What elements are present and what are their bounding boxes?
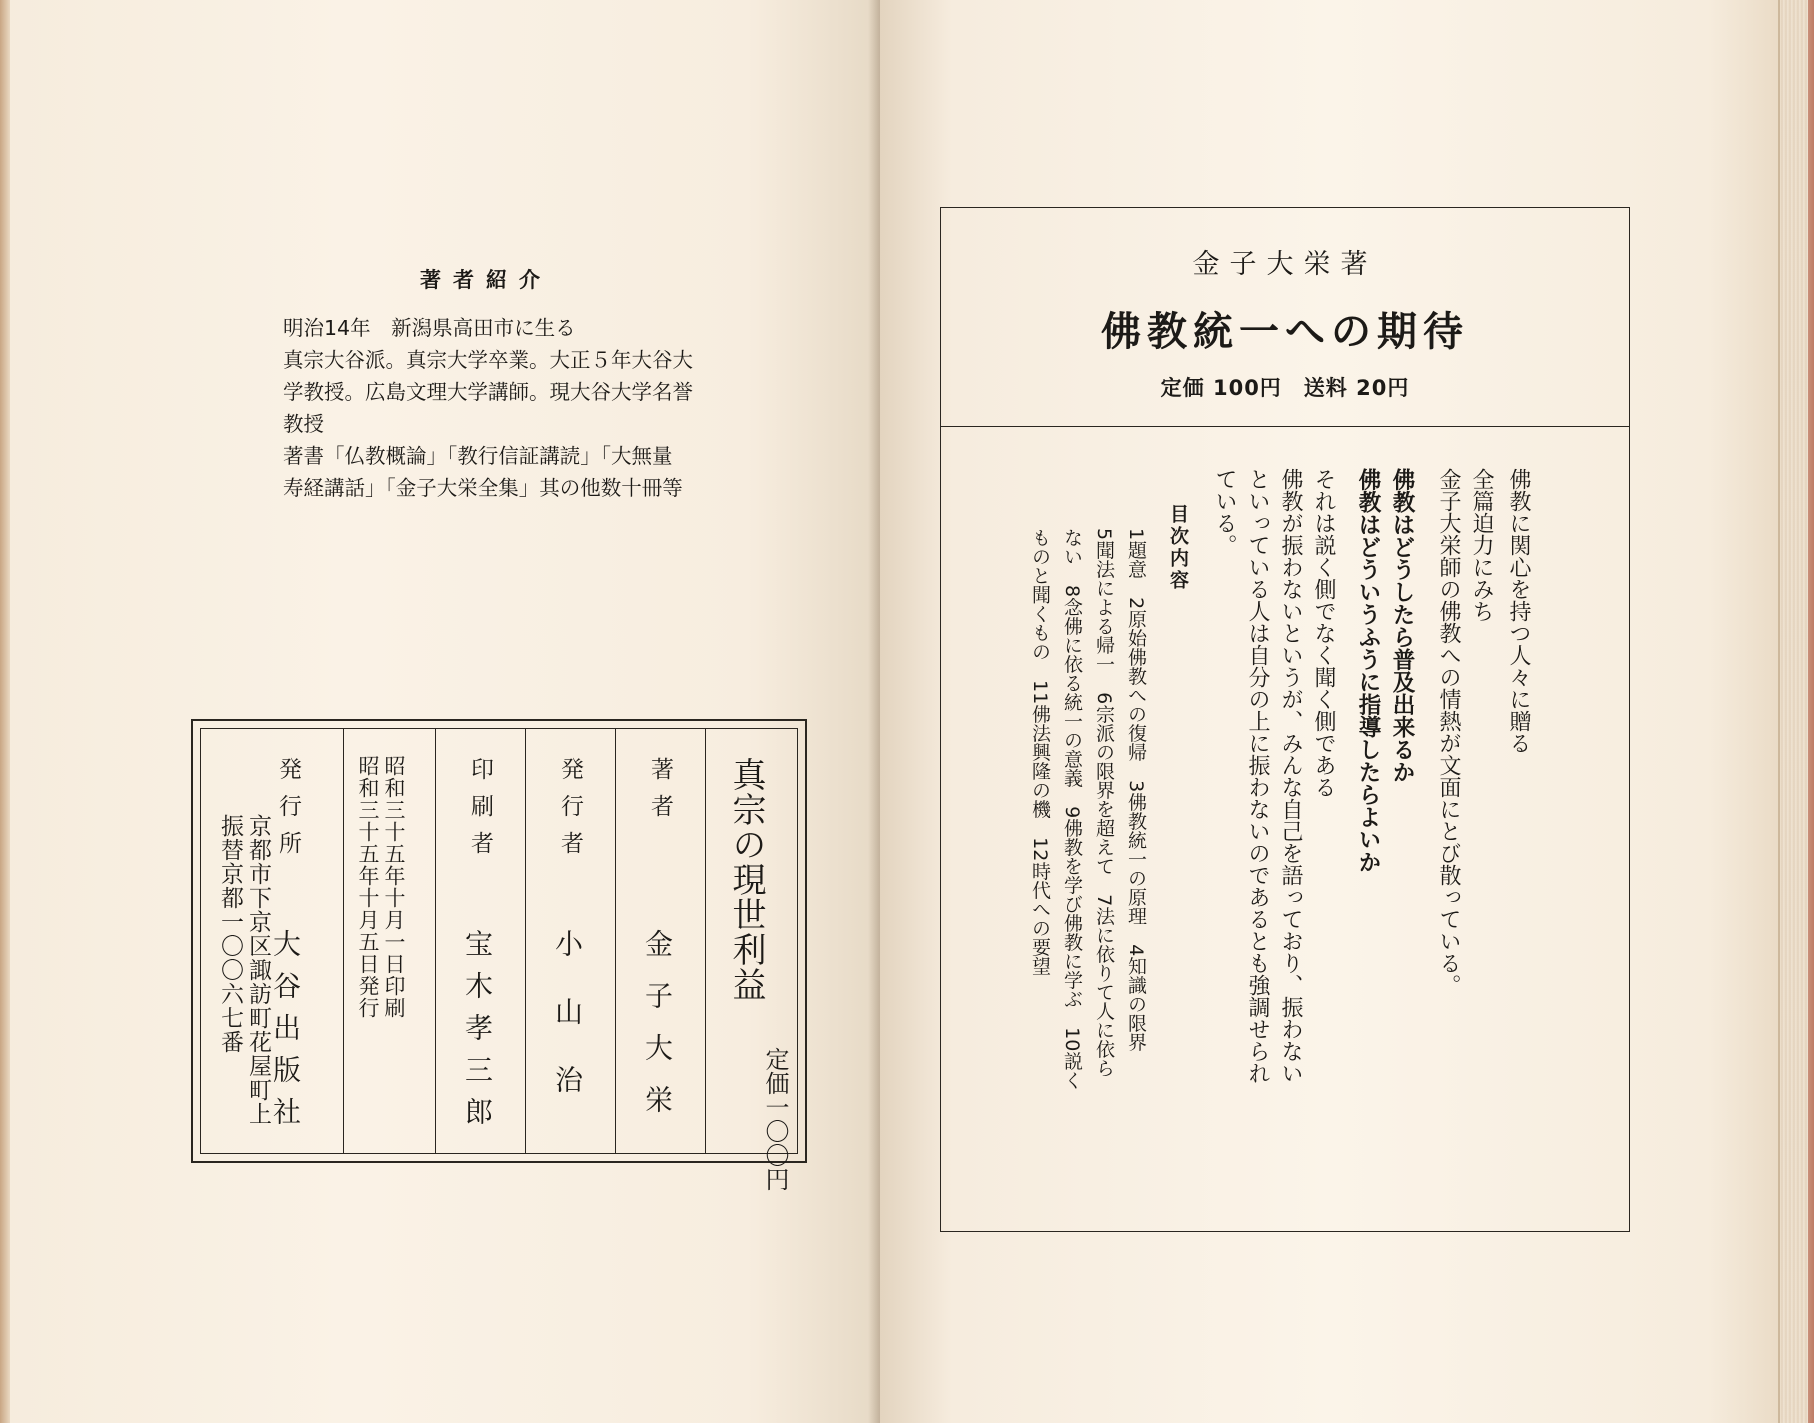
page-edge-left [0,0,10,1423]
house-name: 大谷出版社 [269,929,302,1139]
bio-line: 寿経講話」「金子大栄全集」其の他数十冊等 [283,476,683,500]
ad-body-line: 佛教に関心を持つ人々に贈る [1506,468,1531,754]
house-address: 京都市下京区諏訪町花屋町上 [245,814,271,1126]
ad-body-line: 全篇迫力にみち [1469,468,1494,622]
left-page [0,0,880,1423]
ad-body-line: ている。 [1212,468,1237,556]
toc-line: ものと聞くもの 11佛法興隆の機 12時代への要望 [1029,528,1051,976]
author-name: 金子大栄 [641,929,674,1137]
author-intro-heading: 著者紹介 [420,268,552,292]
colophon-dates-column [343,729,435,1153]
ad-body-line: 佛教が振わないというが、みんな自己を語っており、振わない [1278,468,1303,1084]
toc-heading: 目次内容 [1167,504,1189,592]
ad-body-line: といっている人は自分の上に振わないのであるとも強調せられ [1245,468,1270,1084]
publisher-name: 小山治 [551,929,584,1133]
ad-body-line: 佛教はどうしたら普及出来るか [1389,468,1415,783]
ad-body-line: それは説く側でなく聞く側である [1311,468,1336,798]
colophon-house-column [201,729,343,1153]
ad-body [941,468,1629,1231]
ad-body-line: 金子大栄師の佛教への情熱が文面にとび散っている。 [1436,468,1461,996]
publish-date: 昭和三十五年十月五日発行 [356,755,380,1019]
colophon-title-column [705,729,797,1191]
printer-name: 宝木孝三郎 [461,929,494,1139]
toc-line: ない 8念佛に依る統一の意義 9佛教を学び佛教に学ぶ 10説く [1061,528,1083,1090]
publisher-label: 発行者 [557,757,583,868]
colophon-price: 定価一〇〇円 [761,1047,789,1191]
house-label: 発行所 [275,757,301,868]
colophon-book-title: 真宗の現世利益 [726,757,766,1002]
transfer-account: 振替京都一〇〇六七番 [217,814,243,1054]
author-label: 著者 [647,757,673,831]
ad-author: 金子大栄著 [1192,249,1378,280]
toc-line: 5聞法による帰一 6宗派の限界を超えて 7法に依りて人に依ら [1093,528,1115,1078]
ad-body-line: 佛教はどういうふうに指導したらよいか [1355,468,1381,873]
toc-line: 1題意 2原始佛教への復帰 3佛教統一の原理 4知識の限界 [1125,528,1147,1052]
page-edge-right [1778,0,1814,1423]
bio-line: 明治14年 新潟県高田市に生る [283,316,576,340]
bio-line: 著書「仏教概論」「教行信証講読」「大無量 [283,444,673,468]
author-bio [283,312,733,504]
colophon-author-column [615,729,705,1153]
bio-line: 教授 [283,412,324,436]
page-edge-stain [1808,0,1814,1423]
colophon-publisher-column [525,729,615,1153]
printer-label: 印刷者 [467,757,493,868]
bio-line: 真宗大谷派。真宗大学卒業。大正５年大谷大 [283,348,693,372]
advertisement-box [940,207,1630,1232]
bio-line: 学教授。広島文理大学講師。現大谷大学名誉 [283,380,693,404]
colophon-printer-column [435,729,525,1153]
colophon-box [191,719,807,1191]
ad-divider [941,426,1629,427]
print-date: 昭和三十五年十月一日印刷 [382,755,406,1019]
ad-price: 定価 100円 送料 20円 [1160,376,1410,400]
ad-title: 佛教統一への期待 [1101,309,1469,355]
